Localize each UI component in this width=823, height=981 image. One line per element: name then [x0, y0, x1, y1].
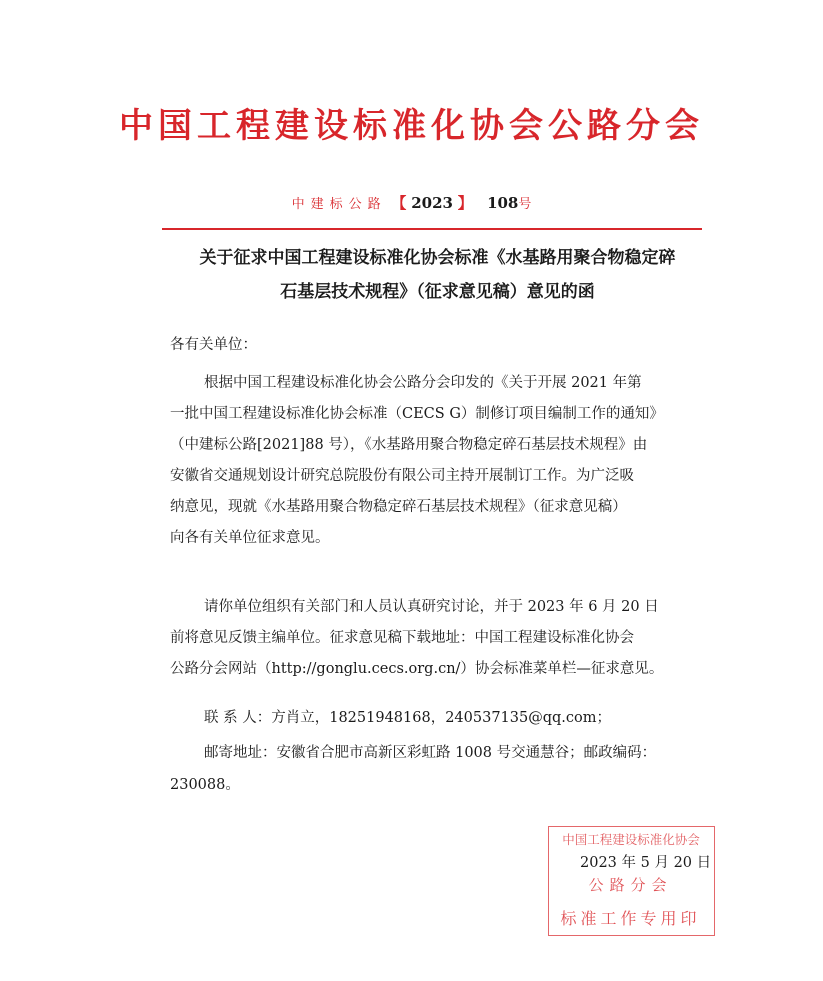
seal-branch-name: 公路分会 — [588, 876, 673, 894]
doc-number-prefix: 中建标公路 — [291, 197, 387, 212]
contact-line: 联 系 人：方肖立，18251948168，240537135@qq.com； — [204, 710, 611, 726]
address-line-1: 邮寄地址：安徽省合肥市高新区彩虹路 1008 号交通慧谷；邮政编码： — [204, 745, 657, 761]
paragraph-1-line: 安徽省交通规划设计研究总院股份有限公司主持开展制订工作。为广泛吸 — [170, 468, 634, 484]
paragraph-1-line: 纳意见，现就《水基路用聚合物稳定碎石基层技术规程》（征求意见稿） — [170, 499, 627, 515]
address-line-2: 230088。 — [170, 777, 240, 793]
doc-number-suffix: 号 — [518, 197, 532, 212]
title-line-2: 石基层技术规程》（征求意见稿）意见的函 — [280, 282, 595, 302]
seal-org-name: 中国工程建设标准化协会 — [562, 832, 700, 847]
paragraph-1-line: 一批中国工程建设标准化协会标准（CECS G）制修订项目编制工作的通知》 — [170, 406, 664, 422]
doc-number-value: 108 — [487, 194, 519, 212]
paragraph-2-line: 公路分会网站（http://gonglu.cecs.org.cn/）协会标准菜单栏—征求意见。 — [170, 661, 664, 677]
doc-number-year: 2023 — [411, 194, 453, 212]
paragraph-1-line: 根据中国工程建设标准化协会公路分会印发的《关于开展 2021 年第 — [204, 375, 642, 391]
signature-date: 2023 年 5 月 20 日 — [580, 855, 712, 871]
paragraph-1 — [170, 368, 715, 554]
paragraph-2-line: 请你单位组织有关部门和人员认真研究讨论，并于 2023 年 6 月 20 日 — [204, 599, 659, 615]
paragraph-2 — [170, 592, 715, 685]
doc-number-bracket-open: 【 — [391, 194, 407, 212]
salutation: 各有关单位： — [170, 337, 257, 353]
title-line-1: 关于征求中国工程建设标准化协会标准《水基路用聚合物稳定碎 — [199, 248, 676, 268]
document-title — [160, 241, 715, 309]
seal-border — [548, 826, 715, 936]
org-header-title: 中国工程建设标准化协会公路分会 — [119, 106, 704, 146]
official-seal — [548, 826, 715, 936]
paragraph-1-line: （中建标公路[2021]88 号），《水基路用聚合物稳定碎石基层技术规程》由 — [170, 437, 648, 453]
document-number — [0, 192, 823, 213]
paragraph-1-line: 向各有关单位征求意见。 — [170, 530, 330, 546]
doc-number-bracket-close: 】 — [457, 194, 473, 212]
seal-purpose: 标准工作专用印 — [560, 909, 701, 928]
header-divider — [162, 228, 702, 230]
paragraph-2-line: 前将意见反馈主编单位。征求意见稿下载地址：中国工程建设标准化协会 — [170, 630, 634, 646]
